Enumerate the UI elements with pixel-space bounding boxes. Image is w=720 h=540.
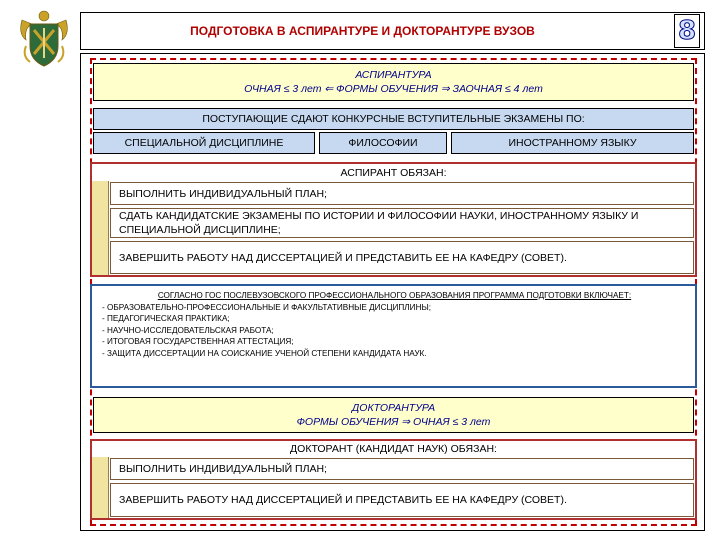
requirement-item: - ПЕДАГОГИЧЕСКАЯ ПРАКТИКА; <box>102 314 230 324</box>
exam-subject-language: ИНОСТРАННОМУ ЯЗЫКУ <box>451 132 694 154</box>
aspirant-duties-header: АСПИРАНТ ОБЯЗАН: <box>340 166 447 179</box>
duties-stub <box>92 181 109 275</box>
aspirant-duty-item: ВЫПОЛНИТЬ ИНДИВИДУАЛЬНЫЙ ПЛАН; <box>110 182 694 205</box>
requirement-item: - ЗАЩИТА ДИССЕРТАЦИИ НА СОИСКАНИЕ УЧЕНОЙ СТЕПЕНИ КАНДИДАТА НАУК. <box>102 348 427 358</box>
exam-subject-philosophy: ФИЛОСОФИИ <box>319 132 447 154</box>
doktorantura-box <box>93 397 694 433</box>
exam-subject-special: СПЕЦИАЛЬНОЙ ДИСЦИПЛИНЕ <box>93 132 315 154</box>
aspirant-duty-item: СДАТЬ КАНДИДАТСКИЕ ЭКЗАМЕНЫ ПО ИСТОРИИ И ФИЛОСОФИИ НАУКИ, ИНОСТРАННОМУ ЯЗЫКУ И СПЕЦИАЛЬНОЙ ДИСЦИПЛИНЕ; <box>110 208 694 238</box>
doktorant-duty-item: ВЫПОЛНИТЬ ИНДИВИДУАЛЬНЫЙ ПЛАН; <box>110 458 694 480</box>
emblem-icon <box>16 6 72 70</box>
doktorant-duty-item: ЗАВЕРШИТЬ РАБОТУ НАД ДИССЕРТАЦИЕЙ И ПРЕДСТАВИТЬ ЕЕ НА КАФЕДРУ (СОВЕТ). <box>110 483 694 517</box>
aspirantura-forms: ОЧНАЯ ≤ 3 лет ⇐ ФОРМЫ ОБУЧЕНИЯ ⇒ ЗАОЧНАЯ ≤ 4 лет <box>244 83 543 95</box>
requirements-heading: СОГЛАСНО ГОС ПОСЛЕВУЗОВСКОГО ПРОФЕССИОНАЛЬНОГО ОБРАЗОВАНИЯ ПРОГРАММА ПОДГОТОВКИ ВКЛЮЧАЕТ: <box>157 291 632 300</box>
page-number: 8 <box>674 14 700 48</box>
requirement-item: - ОБРАЗОВАТЕЛЬНО-ПРОФЕССИОНАЛЬНЫЕ И ФАКУЛЬТАТИВНЫЕ ДИСЦИПЛИНЫ; <box>102 302 432 312</box>
requirement-item: - НАУЧНО-ИССЛЕДОВАТЕЛЬСКАЯ РАБОТА; <box>102 325 274 335</box>
doktorant-duties-section <box>90 439 697 520</box>
requirements-box <box>90 284 697 388</box>
aspirant-duties-section <box>90 162 697 277</box>
page-title-box <box>80 12 705 50</box>
duties-stub <box>92 457 109 518</box>
aspirantura-title: АСПИРАНТУРА <box>355 69 432 81</box>
aspirant-duty-item: ЗАВЕРШИТЬ РАБОТУ НАД ДИССЕРТАЦИЕЙ И ПРЕДСТАВИТЬ ЕЕ НА КАФЕДРУ (СОВЕТ). <box>110 241 694 274</box>
aspirantura-box <box>93 63 694 101</box>
doktorantura-forms: ФОРМЫ ОБУЧЕНИЯ ⇒ ОЧНАЯ ≤ 3 лет <box>296 416 491 428</box>
page-title: ПОДГОТОВКА В АСПИРАНТУРЕ И ДОКТОРАНТУРЕ ВУЗОВ <box>190 24 535 38</box>
doktorant-duties-header: ДОКТОРАНТ (КАНДИДАТ НАУК) ОБЯЗАН: <box>290 443 497 455</box>
doktorantura-title: ДОКТОРАНТУРА <box>351 402 436 414</box>
exams-header: ПОСТУПАЮЩИЕ СДАЮТ КОНКУРСНЫЕ ВСТУПИТЕЛЬНЫЕ ЭКЗАМЕНЫ ПО: <box>93 108 694 130</box>
requirement-item: - ИТОГОВАЯ ГОСУДАРСТВЕННАЯ АТТЕСТАЦИЯ; <box>102 337 294 347</box>
